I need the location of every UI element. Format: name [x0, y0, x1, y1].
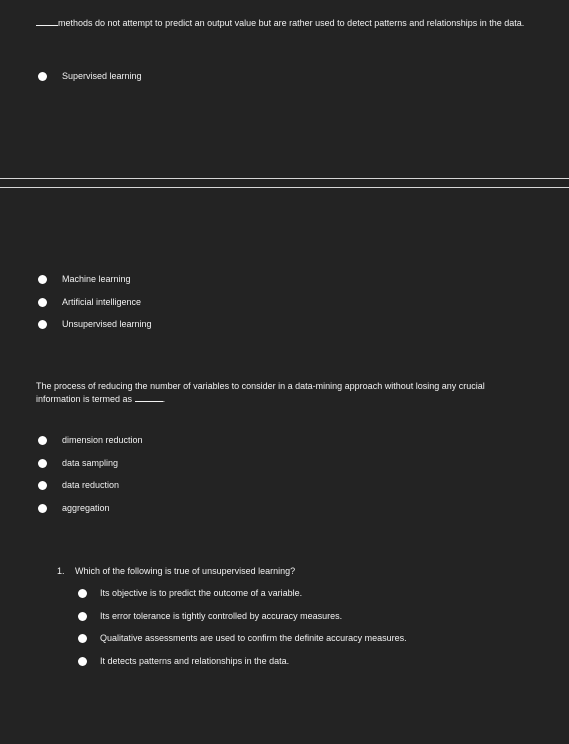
- option-label: aggregation: [62, 503, 110, 513]
- option-label: Artificial intelligence: [62, 297, 142, 307]
- option-label: data sampling: [62, 458, 119, 468]
- answer-blank: [36, 17, 58, 26]
- option-label: It detects patterns and relationships in the data.: [100, 656, 290, 666]
- option-q3-3[interactable]: [78, 655, 289, 667]
- option-q2-1[interactable]: [38, 457, 118, 469]
- option-q2-0[interactable]: [38, 434, 143, 446]
- radio-button[interactable]: [38, 72, 47, 81]
- option-q2-3[interactable]: [38, 502, 110, 514]
- question-2-end: .: [162, 394, 166, 404]
- question-2-body: The process of reducing the number of variables to consider in a data-mining approach without losing any crucial information is termed as: [36, 381, 485, 404]
- option-q1-3[interactable]: [38, 318, 152, 330]
- radio-button[interactable]: [78, 612, 87, 621]
- option-q2-2[interactable]: [38, 479, 119, 491]
- radio-button[interactable]: [38, 298, 47, 307]
- question-3-text: Which of the following is true of unsupervised learning?: [75, 566, 296, 576]
- radio-button[interactable]: [38, 320, 47, 329]
- option-q3-2[interactable]: [78, 632, 407, 644]
- option-q1-1[interactable]: [38, 273, 131, 285]
- option-label: Its error tolerance is tightly controlled by accuracy measures.: [100, 611, 343, 621]
- option-q1-2[interactable]: [38, 296, 141, 308]
- option-label: data reduction: [62, 480, 120, 490]
- radio-button[interactable]: [38, 459, 47, 468]
- option-q3-1[interactable]: [78, 610, 342, 622]
- radio-button[interactable]: [78, 589, 87, 598]
- option-label: Machine learning: [62, 274, 131, 284]
- option-label: Its objective is to predict the outcome of a variable.: [100, 588, 303, 598]
- option-label: Supervised learning: [62, 71, 142, 81]
- radio-button[interactable]: [78, 657, 87, 666]
- radio-button[interactable]: [38, 436, 47, 445]
- option-q3-0[interactable]: [78, 587, 302, 599]
- question-1-body: methods do not attempt to predict an output value but are rather used to detect patterns and relationships in the data.: [58, 18, 525, 28]
- option-label: Unsupervised learning: [62, 319, 152, 329]
- page-break-divider: [0, 178, 569, 188]
- question-3: [57, 566, 295, 576]
- option-label: Qualitative assessments are used to confirm the definite accuracy measures.: [100, 633, 407, 643]
- radio-button[interactable]: [38, 275, 47, 284]
- question-1-text: [36, 17, 536, 30]
- question-number: 1.: [57, 566, 65, 576]
- option-q1-0[interactable]: [38, 70, 142, 82]
- radio-button[interactable]: [38, 481, 47, 490]
- radio-button[interactable]: [38, 504, 47, 513]
- answer-blank: [135, 393, 163, 402]
- option-label: dimension reduction: [62, 435, 143, 445]
- question-2-text: [36, 380, 531, 406]
- radio-button[interactable]: [78, 634, 87, 643]
